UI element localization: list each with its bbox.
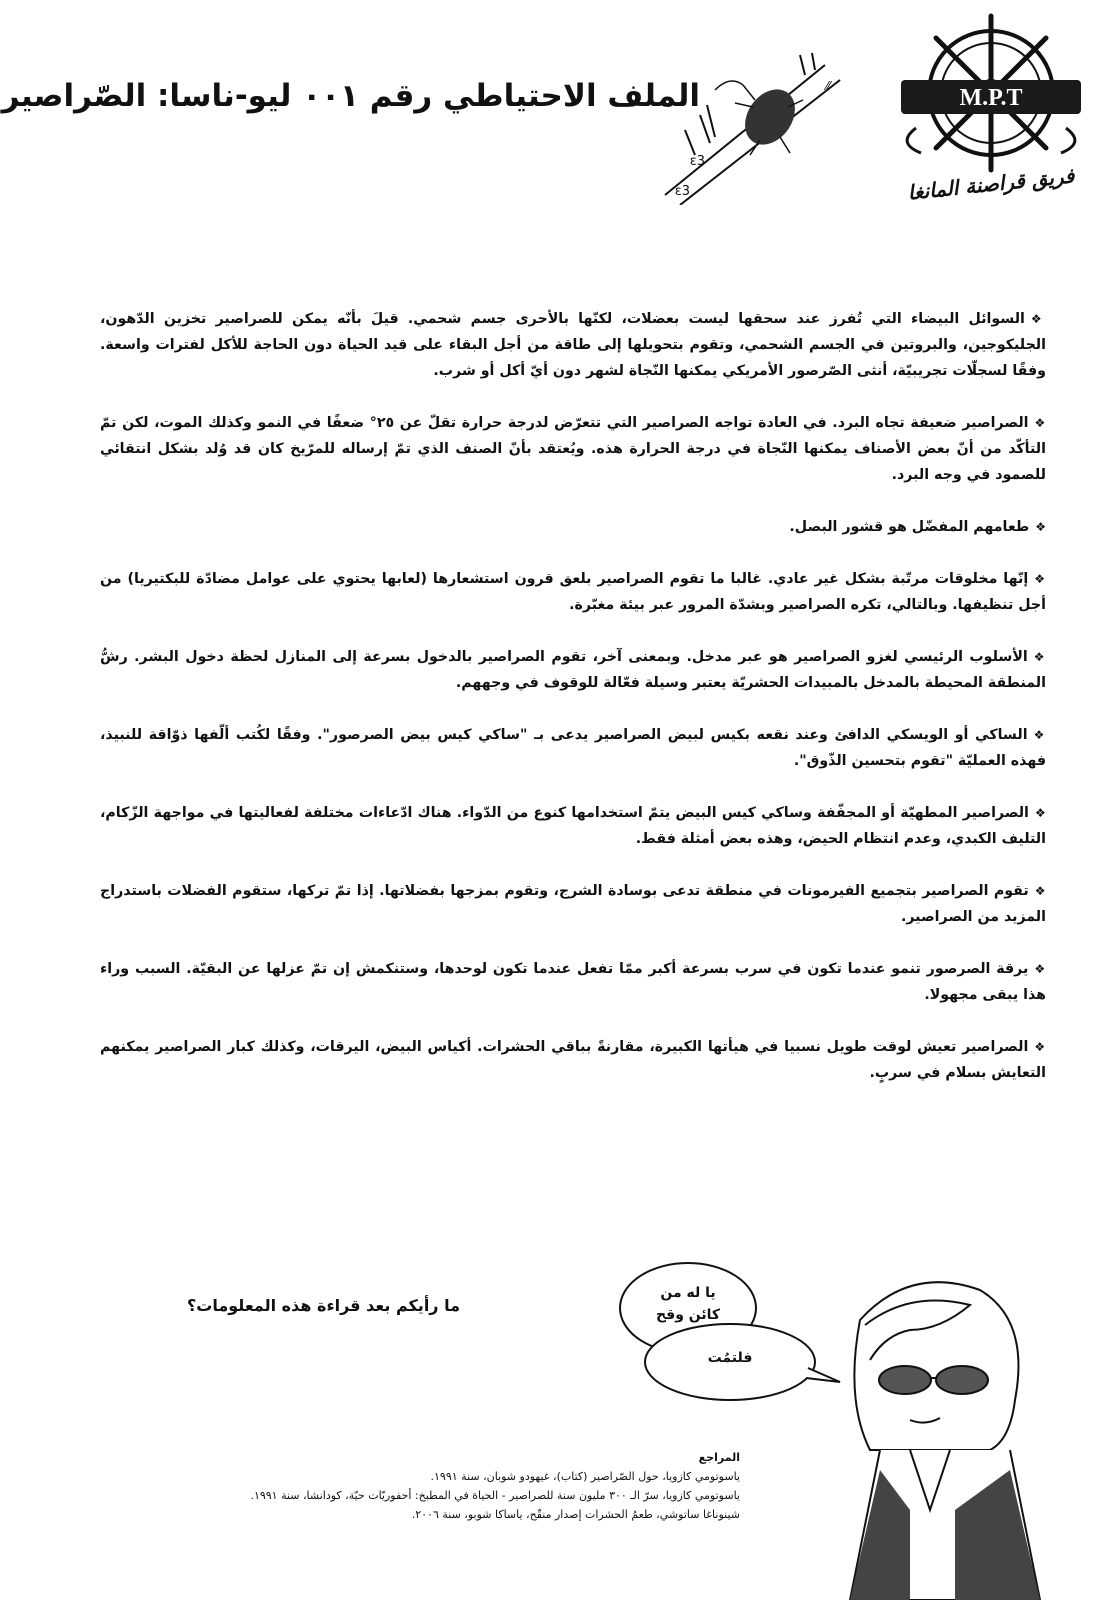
references bbox=[150, 1448, 740, 1524]
references-title: المراجع bbox=[698, 1451, 740, 1464]
fact-text: الأسلوب الرئيسي لغزو الصراصير هو عبر مدخل. وبمعنى آخر، تقوم الصراصير بالدخول بسرعة إلى المنازل لحظة دخول البشر. رشُّ المنطقة المحيطة بالمدخل بالمبيدات الحشريّة يعتبر وسيلة فعّالة للوقوف في وجههم. bbox=[100, 649, 1046, 691]
reference-item: ياسوتومي كازويا، سرّ الـ ٣٠٠ مليون سنة للصراصير - الحياة في المطبخ: أحفوريّات حيّة، كودانشا، سنة ١٩٩١. bbox=[250, 1489, 740, 1502]
svg-text:⁄⁄: ⁄⁄ bbox=[825, 79, 830, 93]
speech-bubble-1-text bbox=[632, 1282, 744, 1326]
reference-item: ياسوتومي كازويا، حول الصّراصير (كتاب)، غيهودو شوبان، سنة ١٩٩١. bbox=[430, 1470, 740, 1483]
bubble-1-line-2: كائن وقح bbox=[655, 1307, 721, 1323]
bubble-1-line-1: يا له من bbox=[660, 1285, 716, 1301]
fact-paragraph bbox=[100, 306, 1046, 384]
fact-text: يرقة الصرصور تنمو عندما تكون في سرب بسرعة أكبر ممّا تفعل عندما تكون لوحدها، وستنكمش إن تمّ عزلها عن البقيّة. السبب وراء هذا يبقى مجهولا. bbox=[100, 961, 1046, 1003]
fact-paragraph bbox=[100, 956, 1046, 1008]
fact-text: الصراصير تعيش لوقت طويل نسبيا في هيأتها الكبيرة، مقارنةً بباقي الحشرات. أكياس البيض، اليرقات، وكذلك كبار الصراصير يمكنهم التعايش بسلام في سربٍ. bbox=[100, 1039, 1046, 1081]
mpt-logo bbox=[886, 8, 1096, 208]
page-title: الملف الاحتياطي رقم ٠٠١ ليو-ناسا: الصّراصير bbox=[1, 78, 700, 114]
fact-text: الصراصير المطهيّة أو المجفّفة وساكي كيس البيض يتمّ استخدامها كنوع من الدّواء. هناك ادّعاءات مختلفة لفعاليتها في مواجهة الزّكام، التليف الكبدي، وعدم انتظام الحيض، وهذه بعض أمثلة فقط. bbox=[100, 805, 1046, 847]
reader-question: ما رأيكم بعد قراءة هذه المعلومات؟ bbox=[186, 1296, 460, 1315]
fact-paragraph bbox=[100, 800, 1046, 852]
fact-text: السوائل البيضاء التي تُفرز عند سحقها ليست بعضلات، لكنّها بالأحرى جسم شحمي. قيلَ بأنّه يمكن للصراصير تخزين الدّهون، الجليكوجين، والبروتين في الجسم الشحمي، وتقوم بتحويلها إلى طاقة من أجل البقاء على قيد الحياة دون الحاجة للأكل لفترات واسعة. وفقًا لسجلّات تجريبيّة، أنثى الصّرصور الأمريكي يمكنها النّجاة لشهر دون أيّ أكل أو شرب. bbox=[100, 311, 1046, 379]
cockroach-icon bbox=[655, 45, 870, 205]
fact-paragraph bbox=[100, 1034, 1046, 1086]
fact-paragraph bbox=[100, 878, 1046, 930]
bullet-icon: ❖ bbox=[1034, 962, 1046, 976]
fact-text: طعامهم المفضّل هو قشور البصل. bbox=[789, 519, 1030, 535]
logo-main-text: M.P.T bbox=[959, 85, 1023, 111]
fact-paragraph bbox=[100, 410, 1046, 488]
bullet-icon: ❖ bbox=[1035, 520, 1046, 534]
svg-text:ε3: ε3 bbox=[689, 154, 705, 169]
fact-text: الساكي أو الويسكي الدافئ وعند نقعه بكيس لبيض الصراصير يدعى بـ "ساكي كيس بيض الصرصور". وفقًا لكُتب ألّفها ذوّاقة للنبيذ، فهذه العمليّة "تقوم بتحسين الذّوق". bbox=[100, 727, 1046, 769]
bullet-icon: ❖ bbox=[1033, 728, 1046, 742]
cockroach-doodle bbox=[655, 45, 870, 205]
bullet-icon: ❖ bbox=[1030, 312, 1046, 326]
fact-text: الصراصير ضعيفة تجاه البرد. في العادة تواجه الصراصير التي تتعرّض لدرجة حرارة تقلّ عن ٢٥° ضعفًا في النمو وكذلك الموت، لكن تمّ التأكّد من أنّ بعض الأصناف يمكنها النّجاة في درجة الحرارة هذه. ويُعتقد بأنّ الصنف الذي تمّ إرساله للمرّيخ كان قد وُلد بشكل انتقائي للصمود في وجه البرد. bbox=[100, 415, 1046, 483]
logo-subtitle: فريق قراصنة المانغا bbox=[906, 163, 1076, 205]
fact-text: تقوم الصراصير بتجميع الفيرمونات في منطقة تدعى بوسادة الشرج، وتقوم بمزجها بفضلاتها. إذا تمّ تركها، ستقوم الفضلات باستدراج المزيد من الصراصير. bbox=[100, 883, 1046, 925]
bullet-icon: ❖ bbox=[1034, 1040, 1047, 1054]
article-body bbox=[100, 306, 1046, 1112]
fact-paragraph bbox=[100, 566, 1046, 618]
fact-paragraph bbox=[100, 644, 1046, 696]
bullet-icon: ❖ bbox=[1034, 572, 1046, 586]
bullet-icon: ❖ bbox=[1033, 650, 1046, 664]
bullet-icon: ❖ bbox=[1034, 416, 1046, 430]
fact-paragraph bbox=[100, 722, 1046, 774]
fact-text: إنّها مخلوقات مرتّبة بشكل غير عادي. غالبا ما تقوم الصراصير بلعق قرون استشعارها (لعابها يحتوي على عوامل مضادّة للبكتيريا) من أجل تنظيفها. وبالتالي، تكره الصراصير وبشدّة المرور عبر بيئة مغبّرة. bbox=[100, 571, 1046, 613]
reference-item: شينوناغا ساتوشي، طعمُ الحشرات إصدار منقّح، ياساكا شوبو، سنة ٢٠٠٦. bbox=[411, 1508, 740, 1521]
speech-bubble-2-text: فلتمُت bbox=[707, 1350, 753, 1366]
fact-paragraph bbox=[100, 514, 1046, 540]
bullet-icon: ❖ bbox=[1034, 884, 1046, 898]
svg-text:ε3: ε3 bbox=[674, 184, 690, 199]
bullet-icon: ❖ bbox=[1034, 806, 1046, 820]
